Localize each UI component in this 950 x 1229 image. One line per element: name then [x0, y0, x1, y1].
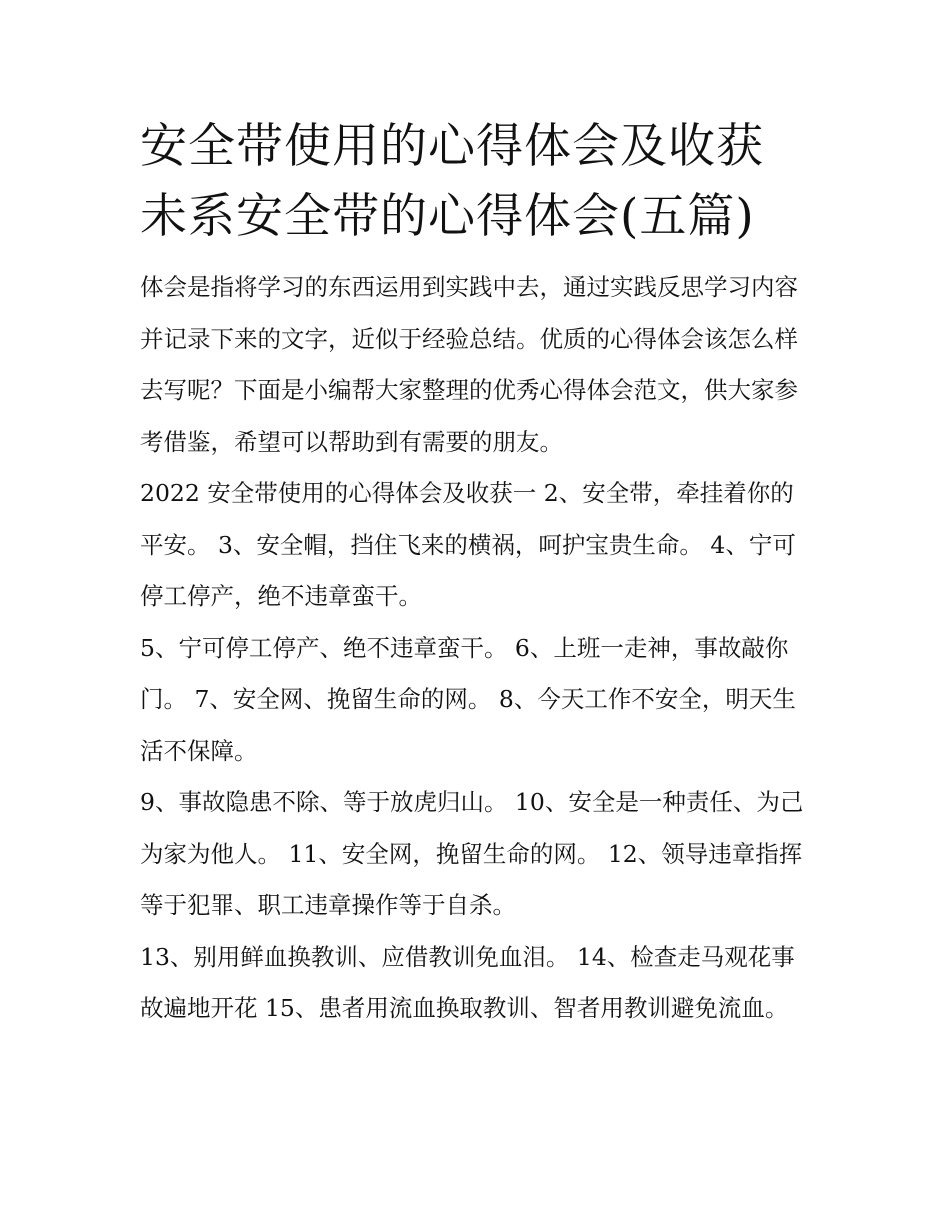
document-title: [140, 112, 812, 252]
title-line-1: 安全带使用的心得体会及收获: [140, 119, 764, 174]
title-line-2: 未系安全带的心得体会(五篇): [140, 189, 755, 244]
paragraph-3: 5、宁可停工停产、绝不违章蛮干。 6、上班一走神，事故敲你门。 7、安全网、挽留生命的网。 8、今天工作不安全，明天生活不保障。: [140, 633, 796, 765]
intro-paragraph: 体会是指将学习的东西运用到实践中去，通过实践反思学习内容并记录下来的文字，近似于经验总结。优质的心得体会该怎么样去写呢？下面是小编帮大家整理的优秀心得体会范文，供大家参考借鉴，希望可以帮助到有需要的朋友。: [140, 273, 798, 456]
paragraph-4: 9、事故隐患不除、等于放虎归山。 10、安全是一种责任、为己为家为他人。 11、安全网，挽留生命的网。 12、领导违章指挥等于犯罪、职工违章操作等于自杀。: [140, 788, 804, 919]
paragraph-2: 2022 安全带使用的心得体会及收获一 2、安全带，牵挂着你的平安。 3、安全帽，挡住飞来的横祸，呵护宝贵生命。 4、宁可停工停产，绝不违章蛮干。: [140, 479, 796, 610]
document-body: [140, 262, 812, 1035]
document-content: [140, 112, 812, 1035]
paragraph-5: 13、别用鲜血换教训、应借教训免血泪。 14、检查走马观花事故遍地开花 15、患者用流血换取教训、智者用教训避免流血。: [140, 942, 795, 1022]
